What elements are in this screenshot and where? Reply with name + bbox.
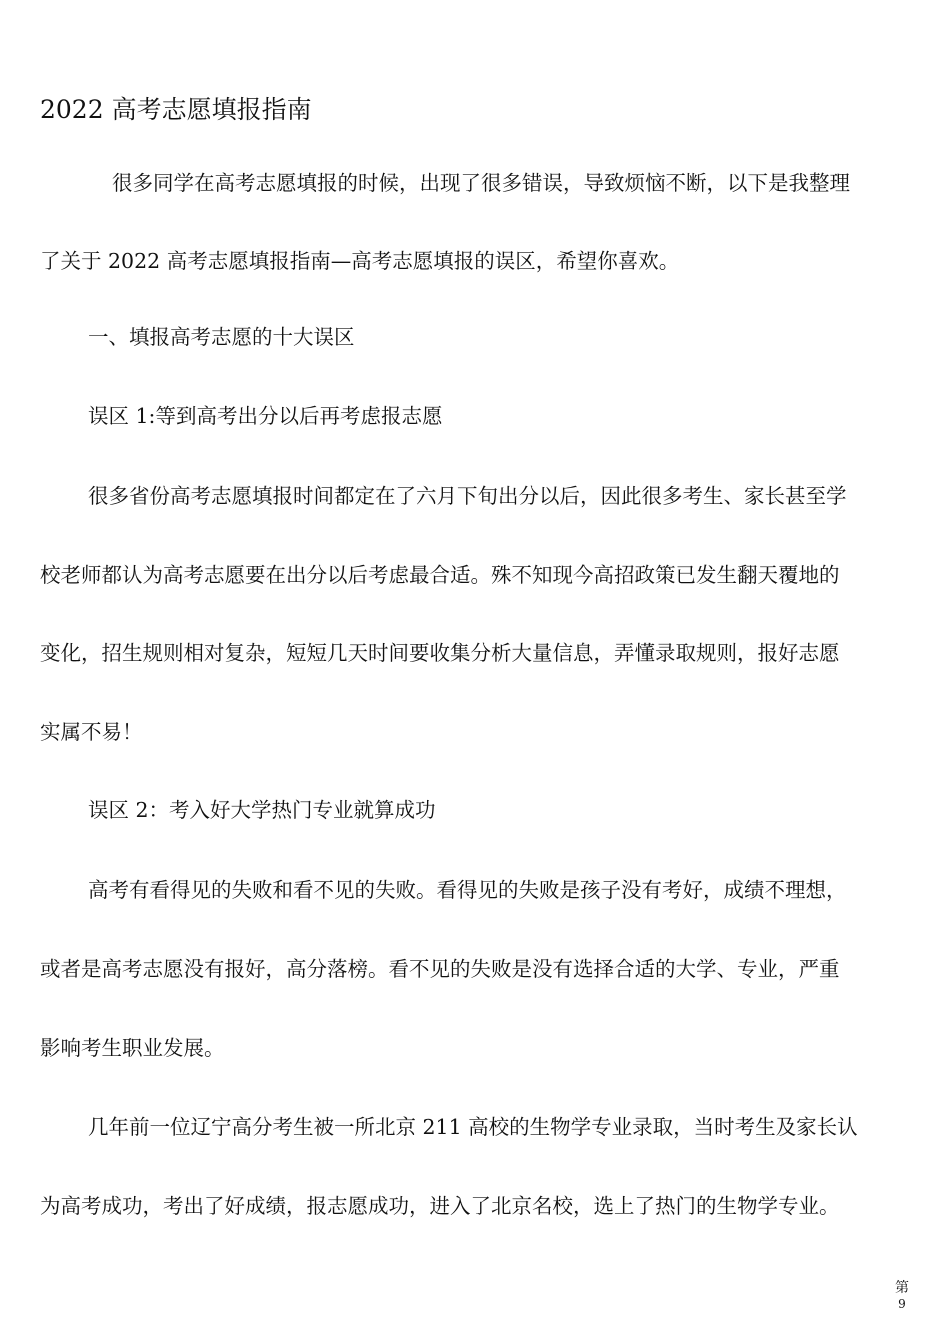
section-heading: 一、填报高考志愿的十大误区 xyxy=(88,325,355,349)
paragraph-line: 很多省份高考志愿填报时间都定在了六月下旬出分以后，因此很多考生、家长甚至学 xyxy=(88,484,847,508)
document-title: 2022 高考志愿填报指南 xyxy=(40,95,312,124)
page-number: 9 xyxy=(898,1297,906,1311)
paragraph-line: 了关于 2022 高考志愿填报指南—高考志愿填报的误区，希望你喜欢。 xyxy=(40,249,680,273)
page-footer xyxy=(892,1280,912,1312)
paragraph-line: 高考有看得见的失败和看不见的失败。看得见的失败是孩子没有考好，成绩不理想， xyxy=(88,878,847,902)
subheading: 误区 2：考入好大学热门专业就算成功 xyxy=(88,798,436,822)
paragraph-line: 校老师都认为高考志愿要在出分以后考虑最合适。殊不知现今高招政策已发生翻天覆地的 xyxy=(40,563,840,587)
subheading: 误区 1:等到高考出分以后再考虑报志愿 xyxy=(88,404,443,428)
paragraph-line: 很多同学在高考志愿填报的时候，出现了很多错误，导致烦恼不断，以下是我整理 xyxy=(112,171,850,195)
paragraph-line: 为高考成功，考出了好成绩，报志愿成功，进入了北京名校，选上了热门的生物学专业。 xyxy=(40,1194,840,1218)
paragraph-line: 几年前一位辽宁高分考生被一所北京 211 高校的生物学专业录取，当时考生及家长认 xyxy=(88,1115,858,1139)
paragraph-line: 影响考生职业发展。 xyxy=(40,1036,225,1060)
paragraph-line: 实属不易！ xyxy=(40,720,143,744)
paragraph-line: 或者是高考志愿没有报好，高分落榜。看不见的失败是没有选择合适的大学、专业，严重 xyxy=(40,957,840,981)
page-label: 第 xyxy=(895,1280,909,1296)
paragraph-line: 变化，招生规则相对复杂，短短几天时间要收集分析大量信息，弄懂录取规则，报好志愿 xyxy=(40,641,840,665)
